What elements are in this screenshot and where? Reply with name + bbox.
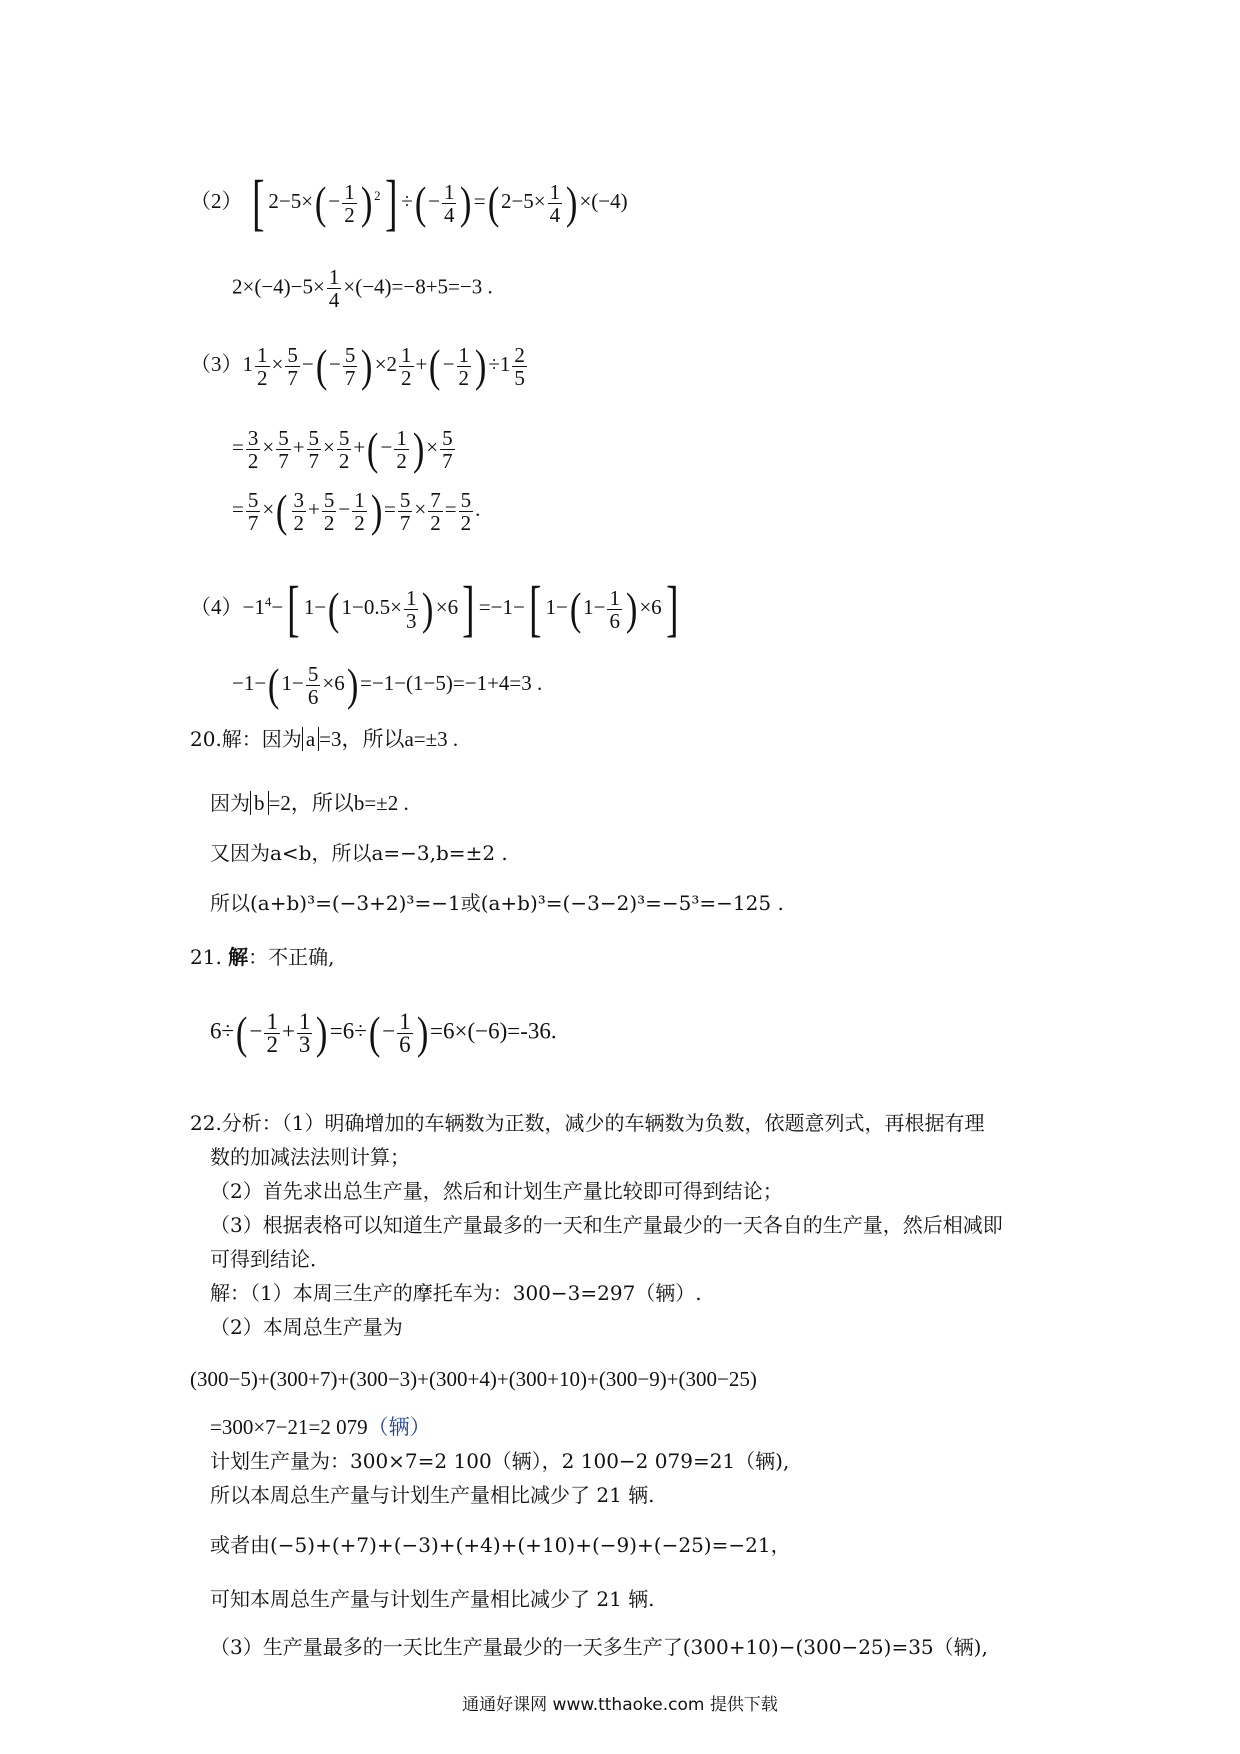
q22-analysis-1b: 数的加减法法则计算； [210, 1145, 410, 1169]
q19-part3-line2: = $\frac{3}{2}$ × $\frac{5}{7}$ + $\frac{5}{7}$ × $\frac{5}{2}$ +(− $\frac{1}{2}$ )× $\frac{5}{7}$ [232, 423, 453, 474]
q22-solution-3: （3）生产量最多的一天比生产量最少的一天多生产了(300+10)−(300−25)=35（辆), [210, 1635, 988, 1659]
q19-part4-line1: $(4)-1^4-$[ 1−(1−0.5× $\frac{1}{3}$ )×6] =−1−[ 1−(1− $\frac{1}{6}$ )×6] [190, 575, 679, 643]
q21-heading: 21. 解：不正确, [190, 945, 335, 969]
q22-analysis-2: （2）首先求出总生产量，然后和计划生产量比较即可得到结论； [210, 1179, 783, 1203]
q22-solution-2: （2）本周总生产量为 [210, 1315, 403, 1339]
q20-line2: 因为 b =2，所以b=±2 . [210, 791, 409, 815]
part-label: （2） [190, 188, 243, 213]
q20-line4: 所以(a+b)³=(−3+2)³=−1或(a+b)³=(−3−2)³=−5³=−125 . [210, 891, 784, 915]
q22-conclusion: 所以本周总生产量与计划生产量相比减少了 21 辆. [210, 1483, 655, 1507]
q20-line1: 20.解：因为 a =3，所以a=±3 . [190, 727, 459, 751]
q22-solution-1: 解：（1）本周三生产的摩托车为：300−3=297（辆）. [210, 1281, 702, 1305]
q22-analysis-3b: 可得到结论． [210, 1247, 330, 1271]
q22-analysis-3: （3）根据表格可以知道生产量最多的一天和生产量最少的一天各自的生产量，然后相减即 [210, 1213, 1003, 1237]
q22-alternative: 或者由(−5)+(+7)+(−3)+(+4)+(+10)+(−9)+(−25)=−21， [210, 1533, 791, 1557]
q22-alternative-conclusion: 可知本周总生产量与计划生产量相比减少了 21 辆. [210, 1587, 655, 1611]
q19-part2-line2: 2×(−4)−5× $\frac{1}{4}$ ×(−4)=−8+5=−3 . [232, 265, 493, 312]
footer-source: 通通好课网 www.tthaoke.com 提供下载 [462, 1695, 778, 1715]
q19-part4-line2: −1−(1− $\frac{5}{6}$ ×6)=−1−(1−5)=−1+4=3 . [232, 659, 543, 710]
q20-line3: 又因为a<b，所以a=−3,b=±2 . [210, 841, 508, 865]
q22-plan: 计划生产量为：300×7=2 100（辆），2 100−2 079=21（辆), [210, 1449, 790, 1473]
q19-part3-line3: = $\frac{5}{7}$ ×( $\frac{3}{2}$ + $\frac{5}{2}$ − $\frac{1}{2}$ )= $\frac{5}{7}$ × $\frac{7}{2}$ = $\frac{5}{2}$ . [232, 485, 481, 536]
q19-part3-line1: （3）1 $\frac{1}{2}$ × $\frac{5}{7}$ −(− $\frac{5}{7}$ )×2 $\frac{1}{2}$ +(− $\frac{1}{2}$ )÷1 $\frac{2}{5}$ [190, 340, 525, 391]
q22-total-result: =300×7−21=2 079（辆） [210, 1415, 431, 1439]
q22-total-expression: (300−5)+(300+7)+(300−3)+(300+4)+(300+10)+(300−9)+(300−25) [190, 1367, 757, 1391]
q22-analysis-1: 22.分析：（1）明确增加的车辆数为正数，减少的车辆数为负数，依题意列式，再根据有理 [190, 1111, 985, 1135]
q21-equation: 6÷(− $\frac{1}{2}$ + $\frac{1}{3}$ )=6÷(− $\frac{1}{6}$ )=6×(−6)=-36. [210, 1007, 557, 1058]
q19-part2-line1: （2） [ 2−5×(− $\frac{1}{2}$ ) $^2$] ÷(− $\frac{1}{4}$ )=(2−5× $\frac{1}{4}$ )×(−4) [190, 169, 628, 237]
